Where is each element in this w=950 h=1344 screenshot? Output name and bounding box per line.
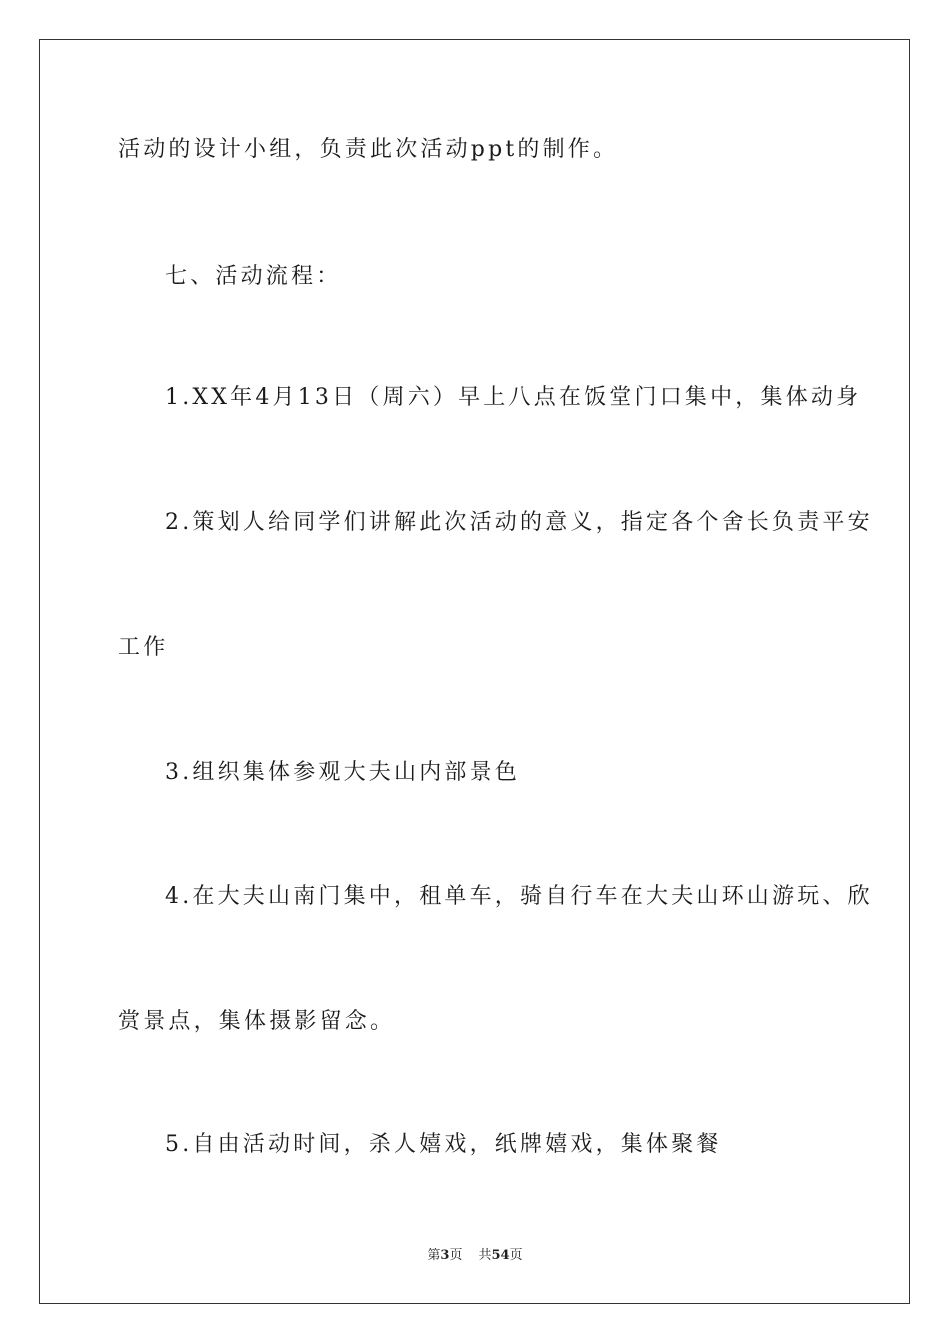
list-item-4-line-2: 赏景点，集体摄影留念。 — [118, 1009, 396, 1034]
list-item-2-line-1: 2.策划人给同学们讲解此次活动的意义，指定各个舍长负责平安 — [165, 510, 873, 535]
page-number: 3 — [440, 1248, 450, 1263]
list-item-4-line-1: 4.在大夫山南门集中，租单车，骑自行车在大夫山环山游玩、欣 — [165, 884, 873, 909]
total-pages: 54 — [491, 1248, 510, 1263]
total-suffix: 页 — [509, 1248, 523, 1263]
page-border — [39, 39, 910, 1304]
page-suffix: 页 — [449, 1248, 463, 1263]
page-prefix: 第 — [427, 1248, 441, 1263]
list-item-5: 5.自由活动时间，杀人嬉戏，纸牌嬉戏，集体聚餐 — [165, 1132, 722, 1157]
list-item-3: 3.组织集体参观大夫山内部景色 — [165, 760, 520, 785]
section-heading-activity-process: 七、活动流程： — [165, 264, 342, 289]
page-footer — [0, 1247, 950, 1265]
list-item-2-line-2: 工作 — [118, 635, 169, 660]
total-prefix: 共 — [478, 1248, 492, 1263]
list-item-1: 1.XX年4月13日（周六）早上八点在饭堂门口集中，集体动身 — [165, 385, 862, 410]
paragraph-design-group: 活动的设计小组，负责此次活动ppt的制作。 — [118, 137, 619, 162]
